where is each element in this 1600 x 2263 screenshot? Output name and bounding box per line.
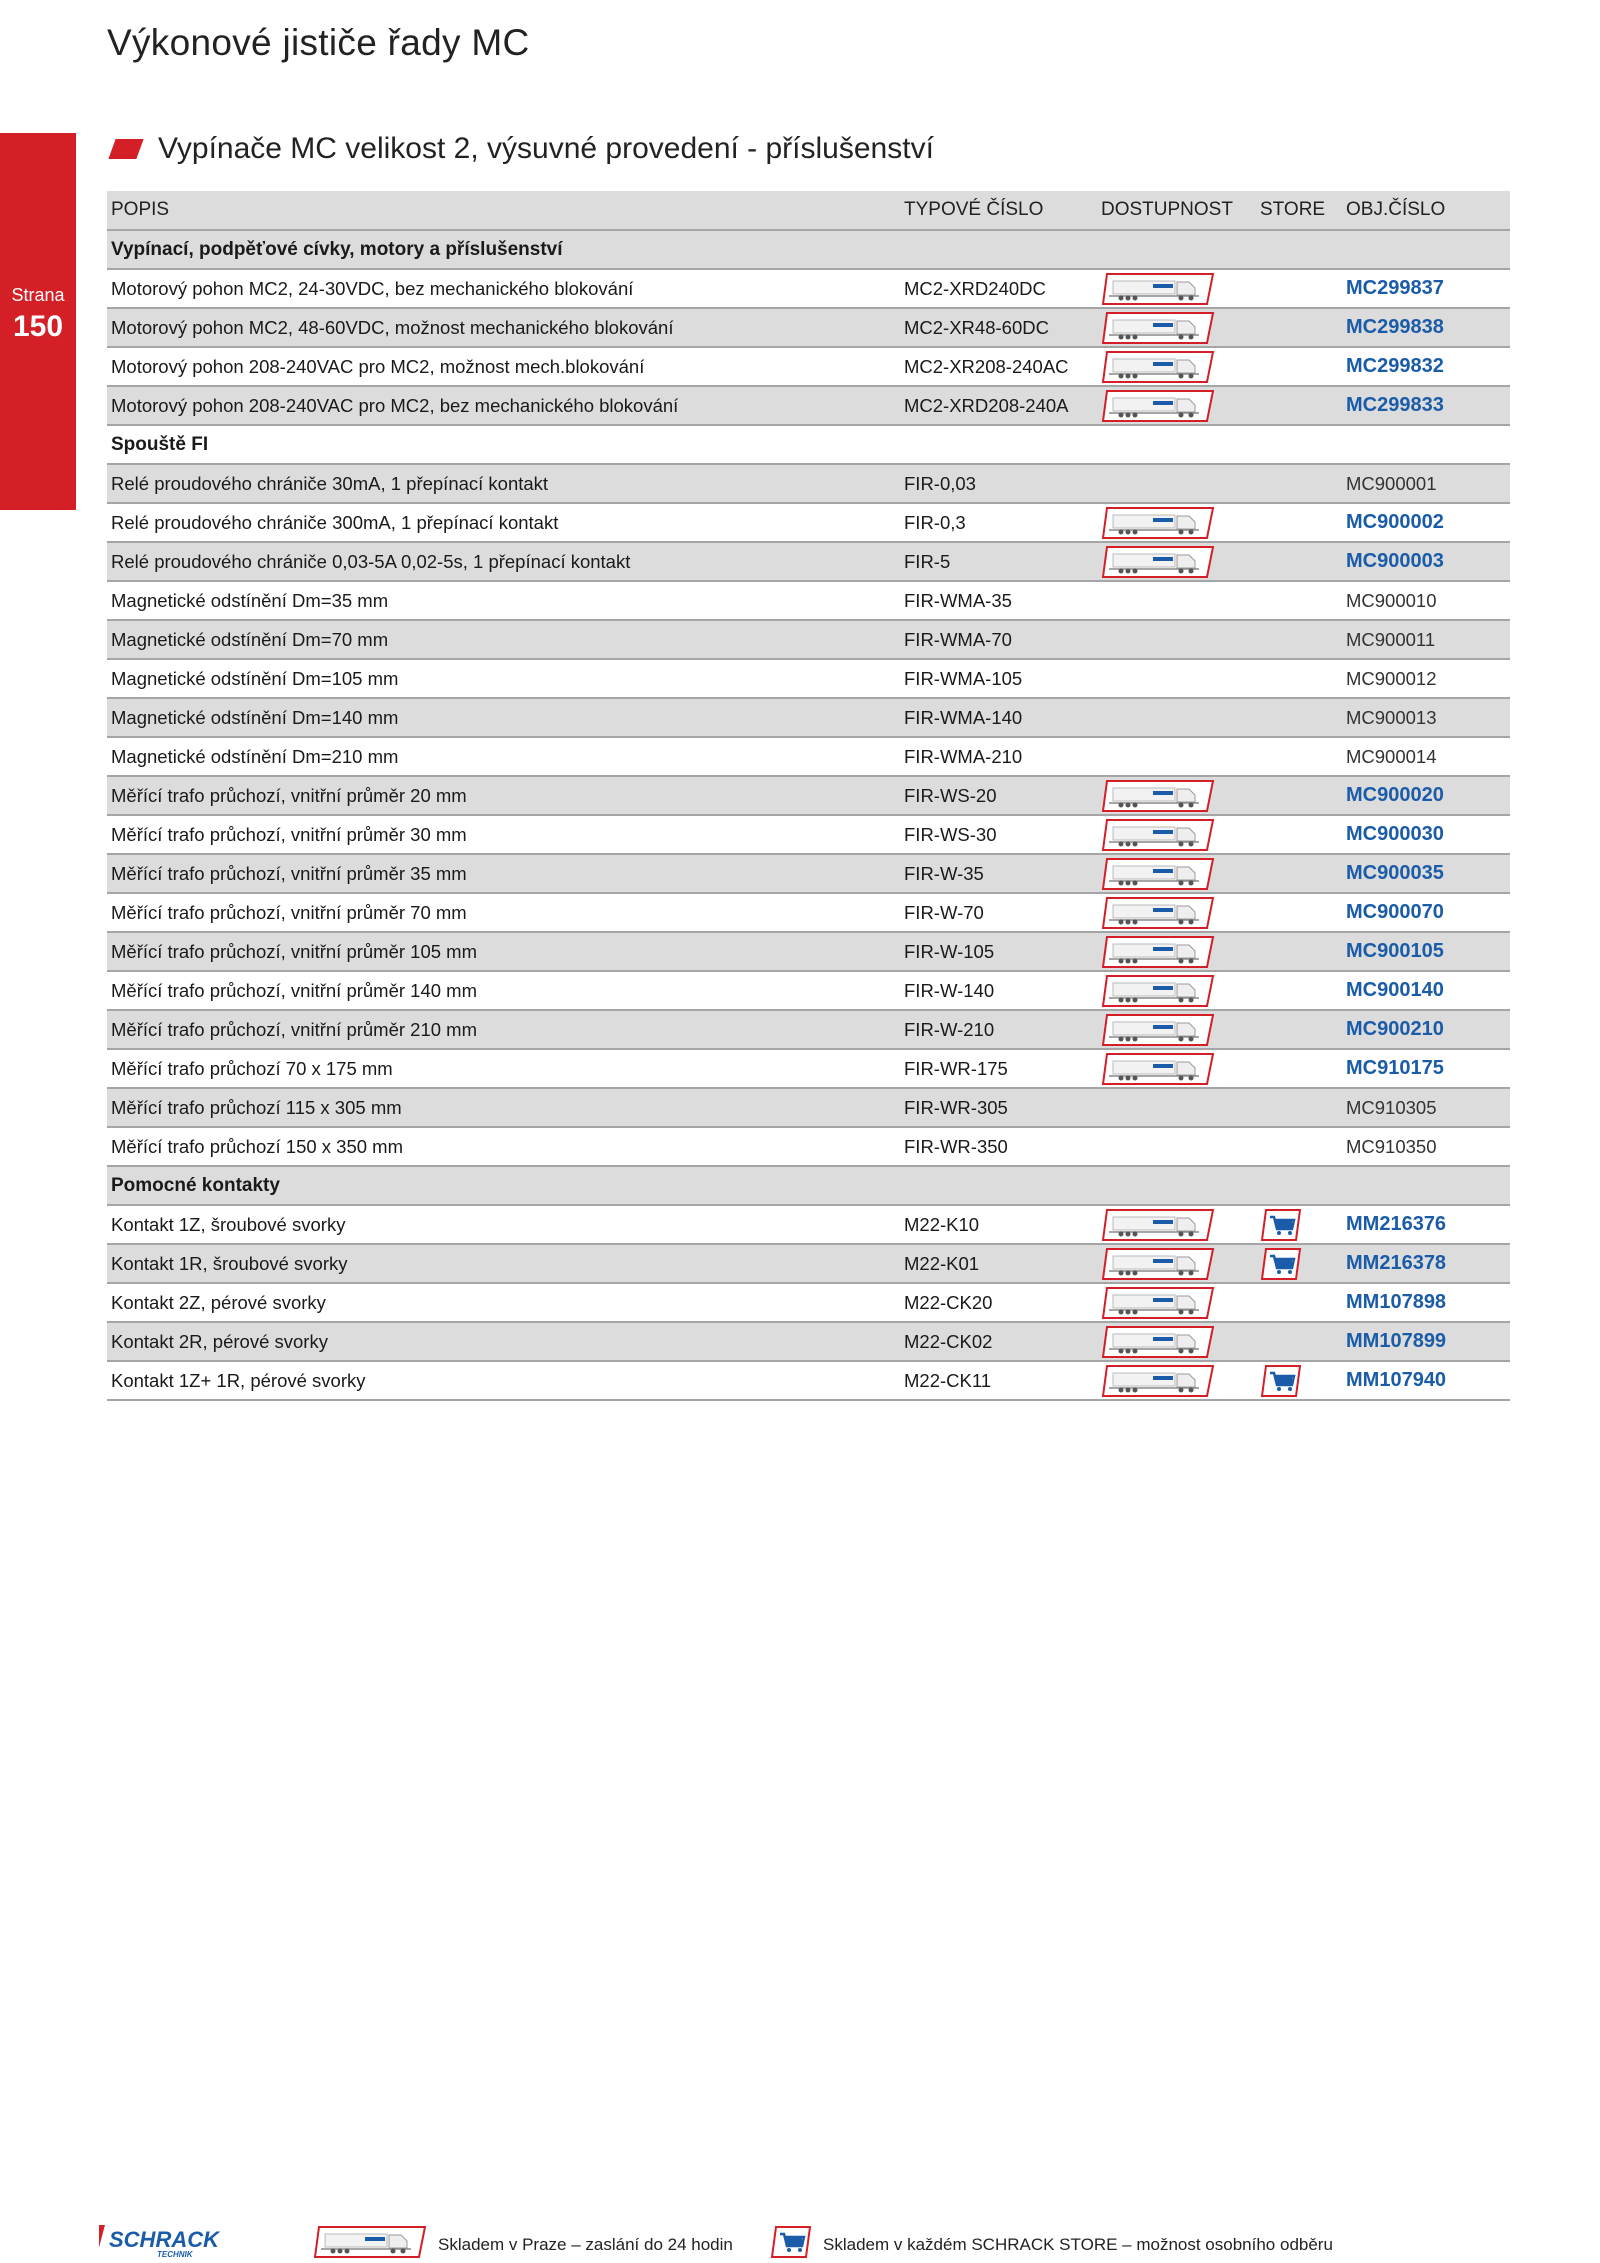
cell-store	[1252, 543, 1342, 580]
header-typove-cislo: TYPOVÉ ČÍSLO	[904, 199, 1044, 220]
cell-dostupnost	[1097, 972, 1252, 1009]
cell-popis: Měřící trafo průchozí 70 x 175 mm	[111, 1057, 393, 1079]
cell-typove-cislo: FIR-WMA-210	[904, 745, 1023, 767]
cell-typove-cislo: FIR-WS-30	[904, 823, 997, 845]
truck-icon	[1101, 545, 1215, 579]
cell-typove-cislo: M22-CK02	[904, 1330, 993, 1352]
cell-typove-cislo: FIR-0,03	[904, 472, 976, 494]
cell-dostupnost	[1097, 1050, 1252, 1087]
header-popis: POPIS	[111, 199, 170, 220]
cell-store	[1252, 387, 1342, 424]
order-code: MC900012	[1346, 667, 1437, 689]
cell-store	[1252, 1245, 1342, 1282]
logo-subtext: TECHNIK	[157, 2250, 193, 2259]
cell-store	[1252, 972, 1342, 1009]
cell-dostupnost	[1097, 1284, 1252, 1321]
cell-store	[1252, 1089, 1342, 1126]
section-header	[112, 132, 934, 166]
cell-typove-cislo: FIR-WMA-35	[904, 589, 1012, 611]
footer	[0, 2225, 1600, 2263]
cell-dostupnost	[1097, 816, 1252, 853]
truck-icon	[1101, 896, 1215, 930]
cell-typove-cislo: M22-CK11	[904, 1369, 992, 1391]
cell-store	[1252, 1128, 1342, 1165]
cell-dostupnost	[1097, 1245, 1252, 1282]
order-code-link[interactable]: MC299833	[1346, 394, 1444, 416]
cell-popis: Motorový pohon 208-240VAC pro MC2, bez mechanického blokování	[111, 394, 679, 416]
cell-dostupnost	[1097, 1323, 1252, 1360]
cell-store	[1252, 1011, 1342, 1048]
table-row	[107, 504, 1510, 543]
cell-dostupnost	[1097, 660, 1252, 697]
order-code-link[interactable]: MC900210	[1346, 1018, 1444, 1040]
truck-icon	[1101, 272, 1215, 306]
table-row	[107, 1128, 1510, 1167]
cell-store	[1252, 777, 1342, 814]
order-code-link[interactable]: MM107898	[1346, 1291, 1447, 1313]
cell-typove-cislo: FIR-WR-350	[904, 1135, 1008, 1157]
cell-store	[1252, 1323, 1342, 1360]
truck-icon	[1101, 350, 1215, 384]
product-table	[107, 191, 1510, 1401]
store-legend-text: Skladem v každém SCHRACK STORE – možnost osobního odběru	[823, 2235, 1333, 2254]
table-group-row	[107, 426, 1510, 465]
cell-store	[1252, 348, 1342, 385]
table-row	[107, 348, 1510, 387]
cell-typove-cislo: FIR-W-35	[904, 862, 984, 884]
cell-typove-cislo: MC2-XRD240DC	[904, 277, 1046, 299]
cell-store	[1252, 465, 1342, 502]
truck-icon	[1101, 857, 1215, 891]
order-code-link[interactable]: MM216378	[1346, 1252, 1447, 1274]
cell-typove-cislo: FIR-W-70	[904, 901, 984, 923]
cell-dostupnost	[1097, 543, 1252, 580]
table-row	[107, 1362, 1510, 1401]
truck-legend-text: Skladem v Praze – zaslání do 24 hodin	[438, 2235, 733, 2254]
cell-popis: Magnetické odstínění Dm=105 mm	[111, 667, 399, 689]
table-row	[107, 1245, 1510, 1284]
cell-dostupnost	[1097, 894, 1252, 931]
table-row	[107, 816, 1510, 855]
table-row	[107, 933, 1510, 972]
shopping-cart-icon	[1260, 1208, 1302, 1242]
cell-popis: Měřící trafo průchozí, vnitřní průměr 35 mm	[111, 862, 467, 884]
order-code-link[interactable]: MC900105	[1346, 940, 1444, 962]
header-store: STORE	[1260, 199, 1326, 220]
table-row	[107, 621, 1510, 660]
cell-popis: Kontakt 1Z+ 1R, pérové svorky	[111, 1369, 366, 1391]
cell-dostupnost	[1097, 621, 1252, 658]
cell-popis: Měřící trafo průchozí, vnitřní průměr 140 mm	[111, 979, 478, 1001]
cell-typove-cislo: FIR-5	[904, 550, 951, 572]
cell-popis: Magnetické odstínění Dm=210 mm	[111, 745, 399, 767]
cell-typove-cislo: FIR-0,3	[904, 511, 966, 533]
cell-store	[1252, 621, 1342, 658]
cell-dostupnost	[1097, 348, 1252, 385]
cell-store	[1252, 582, 1342, 619]
group-label: Pomocné kontakty	[111, 1174, 280, 1196]
truck-icon	[1101, 1325, 1215, 1359]
shopping-cart-icon	[1260, 1247, 1302, 1281]
page-number: 150	[12, 310, 64, 343]
table-row	[107, 582, 1510, 621]
order-code-link[interactable]: MC900003	[1346, 550, 1444, 572]
header-dostupnost: DOSTUPNOST	[1101, 199, 1233, 220]
table-row	[107, 972, 1510, 1011]
cell-popis: Magnetické odstínění Dm=35 mm	[111, 589, 389, 611]
cell-store	[1252, 1362, 1342, 1399]
truck-icon	[1101, 1013, 1215, 1047]
order-code-link[interactable]: MM107899	[1346, 1330, 1447, 1352]
cell-popis: Měřící trafo průchozí, vnitřní průměr 70 mm	[111, 901, 467, 923]
cell-popis: Kontakt 1Z, šroubové svorky	[111, 1213, 346, 1235]
truck-icon	[1101, 974, 1215, 1008]
schrack-logo	[99, 2225, 239, 2259]
cell-dostupnost	[1097, 738, 1252, 775]
page-number-tab	[0, 133, 76, 510]
cell-dostupnost	[1097, 1089, 1252, 1126]
order-code: MC900014	[1346, 745, 1437, 767]
cell-typove-cislo: MC2-XR208-240AC	[904, 355, 1069, 377]
page-label: Strana	[11, 285, 65, 305]
cell-dostupnost	[1097, 1128, 1252, 1165]
cell-dostupnost	[1097, 777, 1252, 814]
truck-icon	[1101, 389, 1215, 423]
cell-dostupnost	[1097, 309, 1252, 346]
table-row	[107, 465, 1510, 504]
cell-store	[1252, 816, 1342, 853]
cell-store	[1252, 699, 1342, 736]
order-code-link[interactable]: MC900070	[1346, 901, 1444, 923]
cell-typove-cislo: FIR-WMA-140	[904, 706, 1023, 728]
section-title: Vypínače MC velikost 2, výsuvné provedení - příslušenství	[158, 132, 934, 165]
cell-popis: Měřící trafo průchozí, vnitřní průměr 210 mm	[111, 1018, 478, 1040]
order-code-link[interactable]: MC900030	[1346, 823, 1444, 845]
table-row	[107, 894, 1510, 933]
cell-popis: Kontakt 1R, šroubové svorky	[111, 1252, 348, 1274]
truck-icon	[1101, 1364, 1215, 1398]
order-code: MC910350	[1346, 1135, 1437, 1157]
cell-typove-cislo: FIR-WS-20	[904, 784, 997, 806]
cell-popis: Kontakt 2R, pérové svorky	[111, 1330, 328, 1352]
order-code: MC900011	[1346, 628, 1436, 650]
cell-dostupnost	[1097, 504, 1252, 541]
cell-popis: Měřící trafo průchozí 150 x 350 mm	[111, 1135, 404, 1157]
cell-store	[1252, 660, 1342, 697]
shopping-cart-icon	[1260, 1364, 1302, 1398]
table-row	[107, 1089, 1510, 1128]
cell-popis: Kontakt 2Z, pérové svorky	[111, 1291, 326, 1313]
truck-icon	[1101, 935, 1215, 969]
table-row	[107, 1206, 1510, 1245]
table-row	[107, 387, 1510, 426]
cell-typove-cislo: MC2-XR48-60DC	[904, 316, 1049, 338]
order-code: MC900001	[1346, 472, 1437, 494]
order-code-link[interactable]: MM216376	[1346, 1213, 1447, 1235]
table-row	[107, 1050, 1510, 1089]
truck-icon	[1101, 1208, 1215, 1242]
cell-popis: Měřící trafo průchozí 115 x 305 mm	[111, 1096, 402, 1118]
cell-typove-cislo: M22-K10	[904, 1213, 980, 1235]
cell-dostupnost	[1097, 1362, 1252, 1399]
truck-icon	[1101, 1052, 1215, 1086]
cell-popis: Motorový pohon 208-240VAC pro MC2, možnost mech.blokování	[111, 355, 645, 377]
cell-typove-cislo: M22-CK20	[904, 1291, 993, 1313]
cell-store	[1252, 894, 1342, 931]
order-code-link[interactable]: MC900035	[1346, 862, 1444, 884]
table-row	[107, 1284, 1510, 1323]
table-row	[107, 855, 1510, 894]
cell-typove-cislo: FIR-WMA-70	[904, 628, 1012, 650]
cell-popis: Motorový pohon MC2, 48-60VDC, možnost mechanického blokování	[111, 316, 674, 338]
order-code-link[interactable]: MC299832	[1346, 355, 1444, 377]
cell-typove-cislo: FIR-W-210	[904, 1018, 995, 1040]
cell-dostupnost	[1097, 1206, 1252, 1243]
cell-store	[1252, 738, 1342, 775]
group-label: Vypínací, podpěťové cívky, motory a příslušenství	[111, 238, 563, 260]
header-obj-cislo: OBJ.ČÍSLO	[1346, 199, 1446, 220]
cell-store	[1252, 1206, 1342, 1243]
cell-popis: Magnetické odstínění Dm=140 mm	[111, 706, 399, 728]
table-row	[107, 1323, 1510, 1362]
cell-dostupnost	[1097, 855, 1252, 892]
cell-typove-cislo: MC2-XRD208-240A	[904, 394, 1069, 416]
section-marker	[108, 139, 143, 159]
cell-popis: Měřící trafo průchozí, vnitřní průměr 105 mm	[111, 940, 478, 962]
table-row	[107, 699, 1510, 738]
cell-dostupnost	[1097, 582, 1252, 619]
table-row	[107, 738, 1510, 777]
cell-store	[1252, 309, 1342, 346]
truck-icon	[313, 2225, 427, 2263]
truck-icon	[1101, 779, 1215, 813]
truck-icon	[1101, 506, 1215, 540]
page-title: Výkonové jističe řady MC	[107, 22, 530, 63]
order-code: MC900013	[1346, 706, 1437, 728]
cell-store	[1252, 504, 1342, 541]
order-code-link[interactable]: MC900140	[1346, 979, 1444, 1001]
cell-typove-cislo: FIR-WMA-105	[904, 667, 1023, 689]
cell-store	[1252, 855, 1342, 892]
table-group-row	[107, 1167, 1510, 1206]
cell-store	[1252, 1050, 1342, 1087]
cell-popis: Relé proudového chrániče 300mA, 1 přepínací kontakt	[111, 511, 559, 533]
logo-text: SCHRACK	[109, 2227, 219, 2252]
table-header	[107, 191, 1510, 231]
truck-icon	[1101, 311, 1215, 345]
order-code-link[interactable]: MC299838	[1346, 316, 1444, 338]
order-code: MC910305	[1346, 1096, 1437, 1118]
cell-typove-cislo: FIR-W-105	[904, 940, 995, 962]
table-row	[107, 543, 1510, 582]
group-label: Spouště FI	[111, 433, 209, 455]
order-code-link[interactable]: MC900020	[1346, 784, 1444, 806]
cell-popis: Relé proudového chrániče 0,03-5A 0,02-5s, 1 přepínací kontakt	[111, 550, 631, 572]
order-code-link[interactable]: MM107940	[1346, 1369, 1447, 1391]
cell-typove-cislo: FIR-WR-175	[904, 1057, 1008, 1079]
cell-popis: Magnetické odstínění Dm=70 mm	[111, 628, 389, 650]
order-code: MC900010	[1346, 589, 1437, 611]
table-body	[107, 231, 1510, 1401]
cell-typove-cislo: FIR-WR-305	[904, 1096, 1008, 1118]
table-row	[107, 1011, 1510, 1050]
cell-popis: Relé proudového chrániče 30mA, 1 přepínací kontakt	[111, 472, 549, 494]
cell-store	[1252, 1284, 1342, 1321]
cell-dostupnost	[1097, 699, 1252, 736]
table-row	[107, 660, 1510, 699]
cell-popis: Motorový pohon MC2, 24-30VDC, bez mechanického blokování	[111, 277, 634, 299]
truck-icon	[1101, 818, 1215, 852]
table-row	[107, 270, 1510, 309]
cell-dostupnost	[1097, 270, 1252, 307]
truck-icon	[1101, 1286, 1215, 1320]
table-group-row	[107, 231, 1510, 270]
cell-typove-cislo: M22-K01	[904, 1252, 980, 1274]
order-code-link[interactable]: MC299837	[1346, 277, 1444, 299]
cell-popis: Měřící trafo průchozí, vnitřní průměr 30 mm	[111, 823, 467, 845]
table-row	[107, 777, 1510, 816]
cell-dostupnost	[1097, 933, 1252, 970]
truck-icon	[1101, 1247, 1215, 1281]
cell-dostupnost	[1097, 465, 1252, 502]
table-row	[107, 309, 1510, 348]
cell-dostupnost	[1097, 387, 1252, 424]
cell-popis: Měřící trafo průchozí, vnitřní průměr 20 mm	[111, 784, 467, 806]
cell-store	[1252, 270, 1342, 307]
shopping-cart-icon	[770, 2225, 812, 2263]
order-code-link[interactable]: MC910175	[1346, 1057, 1444, 1079]
cell-typove-cislo: FIR-W-140	[904, 979, 995, 1001]
cell-dostupnost	[1097, 1011, 1252, 1048]
cell-store	[1252, 933, 1342, 970]
order-code-link[interactable]: MC900002	[1346, 511, 1444, 533]
